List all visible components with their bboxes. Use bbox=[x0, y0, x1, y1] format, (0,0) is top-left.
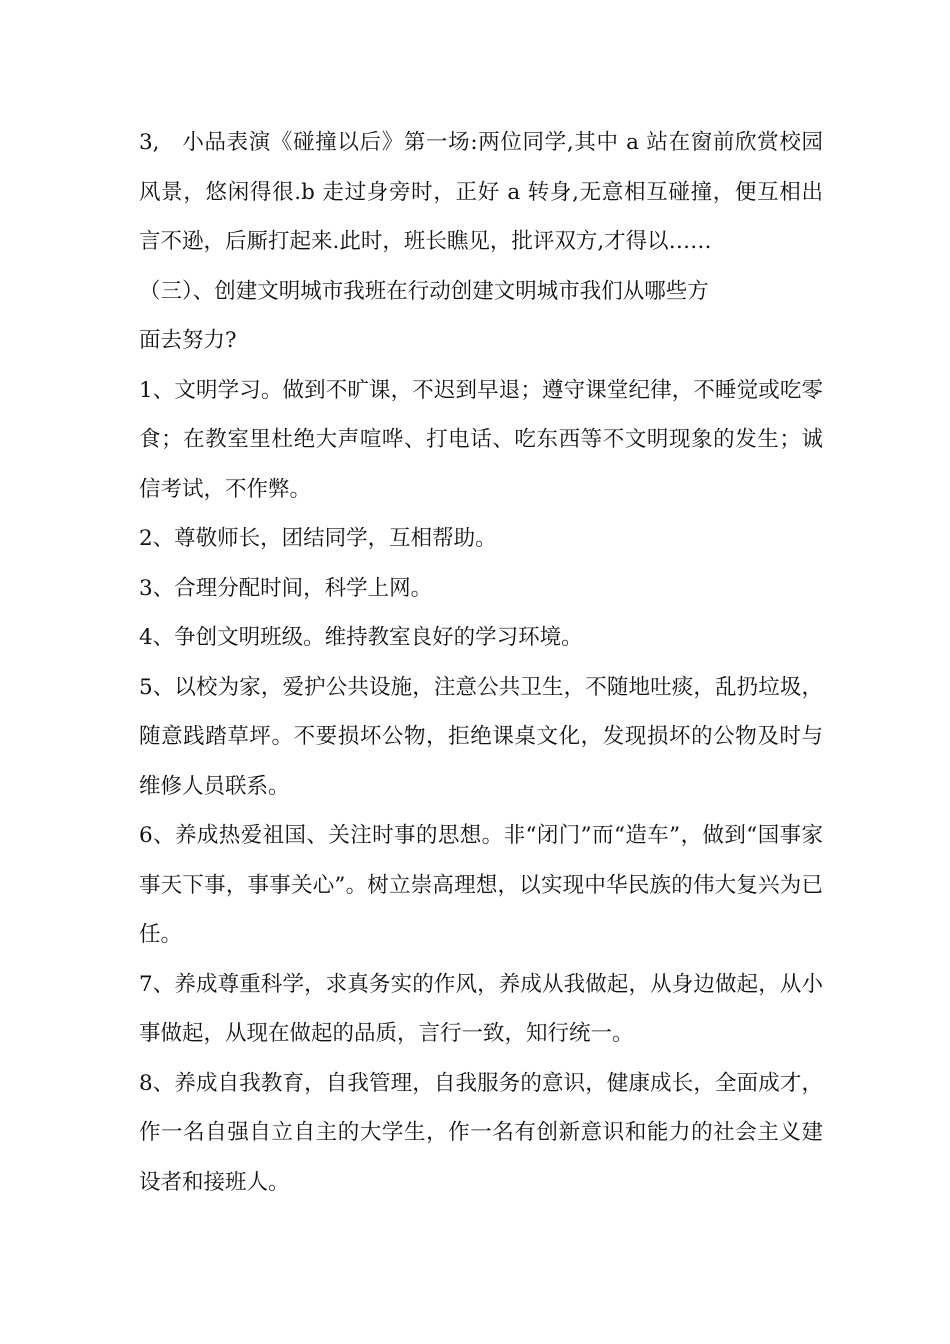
list-item-5: 5、以校为家，爱护公共设施，注意公共卫生，不随地吐痰，乱扔垃圾，随意践踏草坪。不要损坏公物，拒绝课桌文化，发现损坏的公物及时与维修人员联系。 bbox=[139, 674, 823, 799]
list-item-7: 7、养成尊重科学，求真务实的作风，养成从我做起，从身边做起，从小事做起，从现在做起的品质，言行一致，知行统一。 bbox=[139, 971, 823, 1046]
list-item-1: 1、文明学习。做到不旷课，不迟到早退；遵守课堂纪律，不睡觉或吃零食；在教室里杜绝大声喧哗、打电话、吃东西等不文明现象的发生；诚信考试，不作弊。 bbox=[139, 377, 823, 502]
list-item-2: 2、尊敬师长，团结同学，互相帮助。 bbox=[139, 526, 497, 551]
section-heading-continued: 面去努力? bbox=[139, 328, 237, 353]
list-item-8: 8、养成自我教育，自我管理，自我服务的意识，健康成长，全面成才，作一名自强自立自主的大学生，作一名有创新意识和能力的社会主义建设者和接班人。 bbox=[139, 1070, 823, 1195]
document-body bbox=[139, 118, 823, 1207]
list-item-3: 3、合理分配时间，科学上网。 bbox=[139, 575, 433, 601]
section-heading: （三）、创建文明城市我班在行动创建文明城市我们从哪些方 bbox=[139, 278, 709, 304]
list-item-4: 4、争创文明班级。维持教室良好的学习环境。 bbox=[139, 625, 583, 650]
paragraph-skit: 3, 小品表演《碰撞以后》第一场:两位同学,其中 a 站在窗前欣赏校园风景，悠闲得很.b 走过身旁时，正好 a 转身,无意相互碰撞，便互相出言不逊，后厮打起来.此时，班长瞧见，批评双方,才得以…… bbox=[139, 130, 823, 254]
list-item-6: 6、养成热爱祖国、关注时事的思想。非“闭门”而“造车”，做到“国事家事天下事，事事关心”。树立崇高理想，以实现中华民族的伟大复兴为已任。 bbox=[139, 823, 823, 947]
